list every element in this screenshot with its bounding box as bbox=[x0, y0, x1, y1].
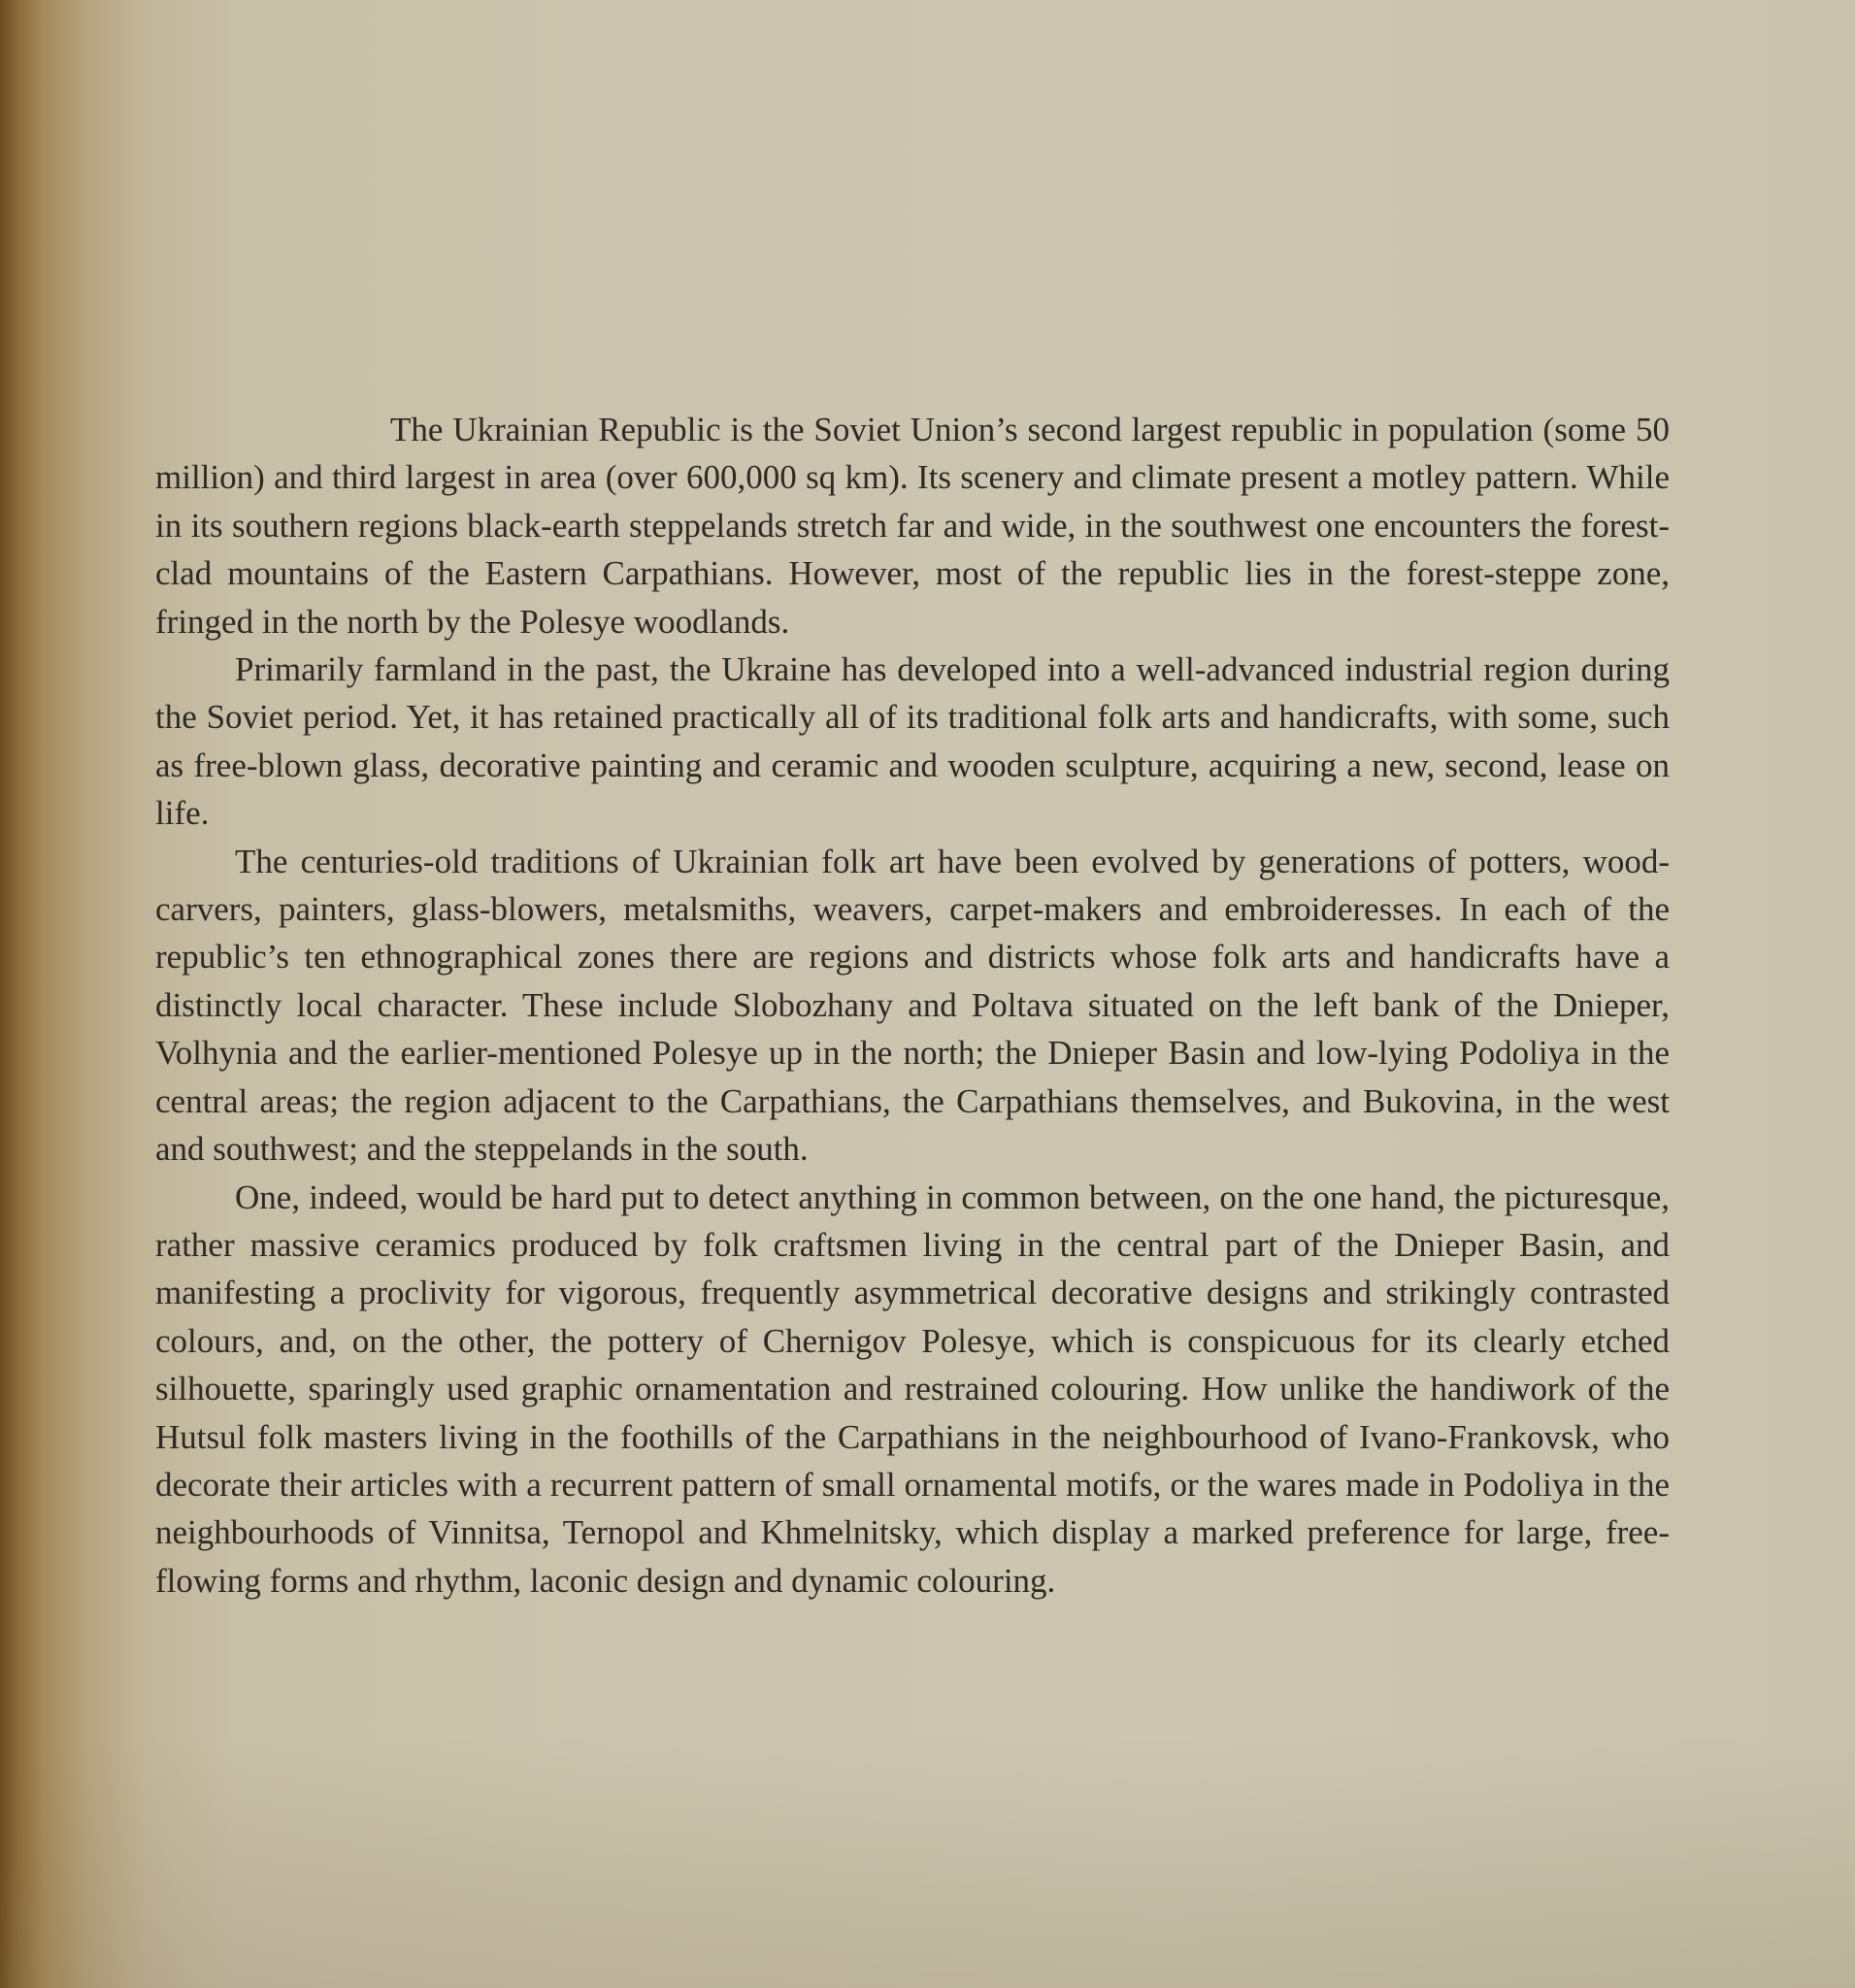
paragraph-1: The Ukrainian Republic is the Soviet Union’s second largest republic in population (some 50 million) and third largest in area (over 600,000 sq km). Its scenery and climate present a motley pattern. While in its southern regions black-earth steppelands stretch far and wide, in the southwest one encounters the forest-clad mountains of the Eastern Carpathians. However, most of the republic lies in the forest-steppe zone, fringed in the north by the Polesye woodlands. bbox=[155, 411, 1670, 641]
body-text bbox=[155, 406, 1670, 1605]
page-shadow bbox=[0, 1736, 1855, 1988]
paragraph-4: One, indeed, would be hard put to detect anything in common between, on the one hand, the picturesque, rather massive ceramics produced by folk craftsmen living in the central part of the Dnieper Basin, and manifesting a proclivity for vigorous, frequently asymmetrical decorative designs and strikingly contrasted colours, and, on the other, the pottery of Chernigov Polesye, which is conspicuous for its clearly etched silhouette, sparingly used graphic ornamentation and restrained colouring. How unlike the handiwork of the Hutsul folk masters living in the foothills of the Carpathians in the neighbourhood of Ivano-Frankovsk, who decorate their articles with a recurrent pattern of small ornamental motifs, or the wares made in Podoliya in the neighbourhoods of Vinnitsa, Ternopol and Khmelnitsky, which display a marked preference for large, free-flowing forms and rhythm, laconic design and dynamic colouring. bbox=[155, 1177, 1670, 1600]
paragraph-3: The centuries-old traditions of Ukrainian folk art have been evolved by generations of potters, wood-carvers, painters, glass-blowers, metalsmiths, weavers, carpet-makers and embroideresses. In each of the republic’s ten ethnographical zones there are regions and districts whose folk arts and handicrafts have a distinctly local character. These include Slobozhany and Poltava situated on the left bank of the Dnieper, Volhynia and the earlier-mentioned Polesye up in the north; the Dnieper Basin and low-lying Podoliya in the central areas; the region adjacent to the Carpathians, the Carpathians themselves, and Bukovina, in the west and southwest; and the steppelands in the south. bbox=[155, 842, 1670, 1169]
paragraph-2: Primarily farmland in the past, the Ukraine has developed into a well-advanced industrial region during the Soviet period. Yet, it has retained practically all of its traditional folk arts and handicrafts, with some, such as free-blown glass, decorative painting and ceramic and wooden sculpture, acquiring a new, second, lease on life. bbox=[155, 650, 1670, 833]
